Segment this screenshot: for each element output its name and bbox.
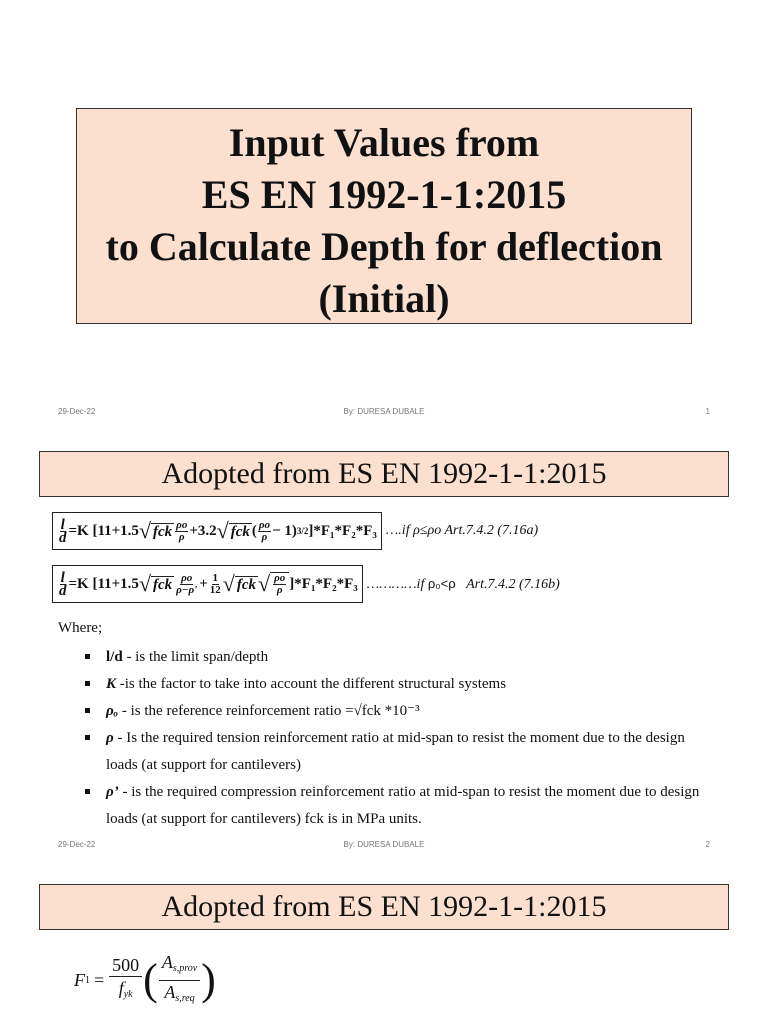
title-line: Input Values from xyxy=(228,120,540,165)
where-label: Where; xyxy=(58,620,103,636)
article-reference: Art.7.4.2 (7.16b) xyxy=(466,576,560,592)
footer-date: 29-Dec-22 xyxy=(58,840,96,849)
list-item xyxy=(58,779,718,833)
slide-1-title xyxy=(76,108,692,324)
footer-author: By: DURESA DUBALE xyxy=(343,840,425,849)
list-item xyxy=(58,671,718,698)
frac-den: 12 xyxy=(209,583,221,596)
slide-2-title: Adopted from ES EN 1992-1-1:2015 xyxy=(39,451,729,497)
rho-difference-ratio xyxy=(175,573,198,596)
frac-den: ρ xyxy=(261,530,268,543)
equation-7-16b xyxy=(52,564,560,604)
condition-text: ….if ρ≤ρo xyxy=(385,523,445,538)
frac-den: d xyxy=(59,529,67,546)
definition-text: - is the reference reinforcement ratio =√fck *10⁻³ xyxy=(118,703,420,719)
list-item xyxy=(58,725,718,779)
minus-one: − 1) xyxy=(272,522,297,539)
rho-ratio xyxy=(273,573,286,596)
l-over-d xyxy=(58,516,68,546)
left-paren: ( xyxy=(143,955,158,1004)
title-line: to Calculate Depth for deflection xyxy=(105,224,663,269)
frac-den xyxy=(161,981,197,1010)
as-symbol: A xyxy=(161,951,173,972)
equation-condition xyxy=(386,523,538,539)
sqrt-fck: √ fck xyxy=(138,571,173,596)
definitions-list xyxy=(58,644,718,833)
definition-term: ρ’ xyxy=(106,784,119,800)
area-ratio xyxy=(159,951,200,1010)
condition-text: …………if xyxy=(366,576,428,592)
slide-2-footer xyxy=(0,840,768,854)
sqrt-body: fck xyxy=(153,576,173,593)
frac-num: 1 xyxy=(212,571,219,584)
as-req-subscript: s,req xyxy=(175,992,195,1004)
plus-term: +3.2 xyxy=(189,522,217,539)
frac-num: 500 xyxy=(109,954,142,977)
constant-fraction xyxy=(109,954,142,1006)
formula-lhs: F xyxy=(74,969,85,990)
frac-num: ρo xyxy=(258,518,271,531)
sqrt-fck: √ fck xyxy=(138,518,173,543)
sqrt-body: fck xyxy=(230,523,250,540)
frac-num: ρo xyxy=(181,571,193,584)
frac-den: ρ xyxy=(178,530,185,543)
frac-num xyxy=(159,951,200,981)
list-item xyxy=(58,698,718,725)
sqrt-fck: √ fck xyxy=(216,518,250,543)
frac-num: l xyxy=(60,516,65,533)
one-twelfth xyxy=(209,573,222,596)
footer-page-number: 2 xyxy=(705,840,710,849)
fyk-symbol: f xyxy=(118,978,124,998)
plus-sign: + xyxy=(199,575,208,592)
frac-num: ρo xyxy=(274,572,286,584)
equals-sign: = xyxy=(94,969,105,990)
fyk-subscript: yk xyxy=(123,989,133,1000)
open-paren: ( xyxy=(251,522,257,539)
frac-den xyxy=(116,977,136,1006)
condition-inequality: ρ₀<ρ xyxy=(427,575,456,591)
definition-term: ρ xyxy=(106,730,114,746)
l-over-d xyxy=(58,569,68,599)
equation-box xyxy=(52,565,363,603)
equation-condition xyxy=(367,576,560,593)
footer-author: By: DURESA DUBALE xyxy=(343,407,425,416)
f1-formula xyxy=(74,950,216,1010)
formula-lhs-sub: 1 xyxy=(85,974,90,986)
definition-text: - Is the required tension reinforcement ratio at mid-span to resist the moment due to the design loads (at support for cantilevers) xyxy=(106,730,685,773)
sqrt-fck: √ fck xyxy=(222,571,257,596)
frac-num: l xyxy=(60,569,65,586)
definition-text: - is the limit span/depth xyxy=(122,649,269,665)
tail-factors: ]*F₁*F₂*F₃ xyxy=(308,522,377,539)
rho-ratio xyxy=(258,520,271,543)
k-term: =K [11+1.5 xyxy=(68,575,139,592)
as-prov-subscript: s,prov xyxy=(172,962,198,974)
sqrt-body xyxy=(270,572,289,596)
definition-text: - is the required compression reinforcement ratio at mid-span to resist the moment due to design loads (at support for cantilevers) fck is in MPa units. xyxy=(106,784,700,827)
slide-1-footer xyxy=(0,407,768,421)
equation-box xyxy=(52,512,382,550)
definition-term: ρₒ xyxy=(106,703,119,719)
rho-ratio xyxy=(175,520,188,543)
frac-den: ρ−ρ' xyxy=(176,583,198,596)
sqrt-rho-ratio: √ $\frac{\rho o}{\rho}$ xyxy=(258,571,289,597)
frac-den: d xyxy=(59,582,67,599)
title-line: (Initial) xyxy=(318,276,450,321)
definition-text: -is the factor to take into account the different structural systems xyxy=(116,676,507,692)
exponent: 3/2 xyxy=(296,526,309,536)
tail-factors: ]*F₁*F₂*F₃ xyxy=(289,575,358,592)
equation-7-16a xyxy=(52,511,538,551)
footer-date: 29-Dec-22 xyxy=(58,407,96,416)
sqrt-body: fck xyxy=(236,576,257,593)
title-line: ES EN 1992-1-1:2015 xyxy=(201,172,567,217)
footer-page-number: 1 xyxy=(705,407,710,416)
definition-term: l/d xyxy=(106,649,123,665)
frac-den: ρ xyxy=(276,584,283,596)
list-item xyxy=(58,644,718,671)
frac-num: ρo xyxy=(176,518,188,531)
right-paren: ) xyxy=(201,955,216,1004)
as-symbol: A xyxy=(164,981,176,1002)
slide-3-title: Adopted from ES EN 1992-1-1:2015 xyxy=(39,884,729,930)
definition-term: K xyxy=(106,676,117,692)
article-reference: Art.7.4.2 (7.16a) xyxy=(444,523,539,538)
sqrt-body: fck xyxy=(153,523,173,540)
k-term: =K [11+1.5 xyxy=(68,522,139,539)
